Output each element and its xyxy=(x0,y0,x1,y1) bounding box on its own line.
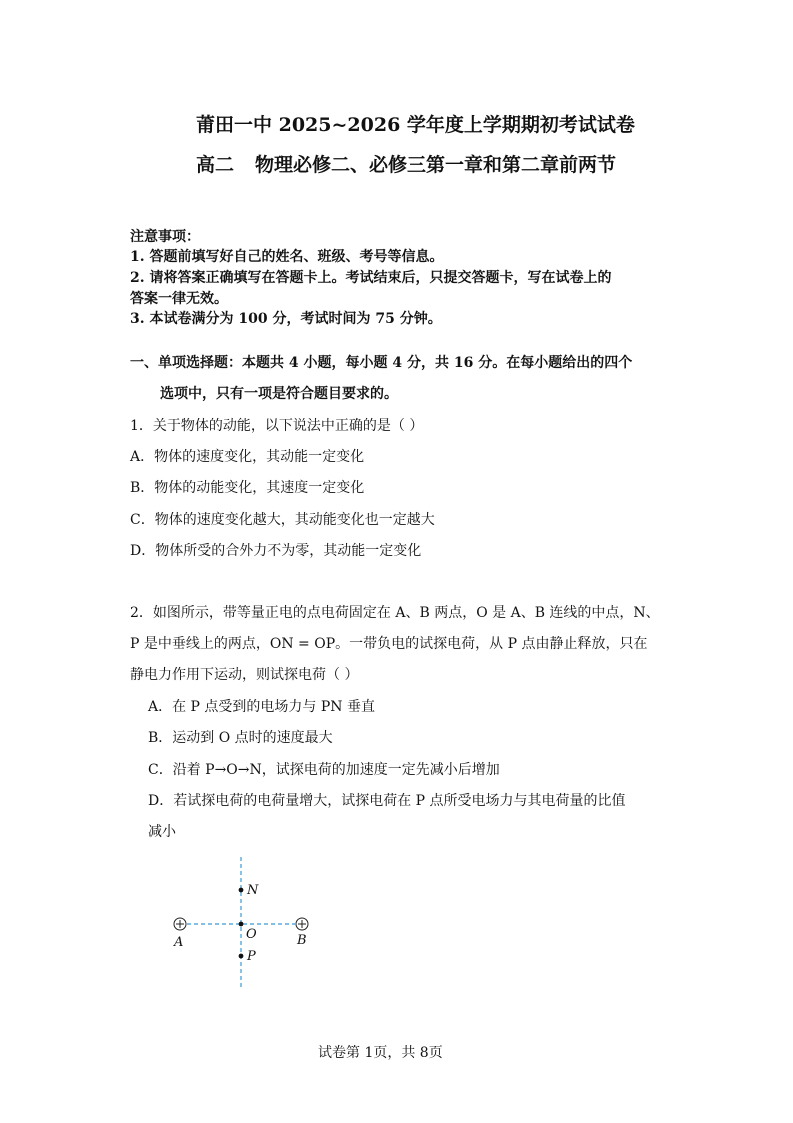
point-p-dot xyxy=(239,954,244,959)
notice-item-2: 2. 请将答案正确填写在答题卡上。考试结束后，只提交答题卡，写在试卷上的 xyxy=(130,270,612,286)
question-2-option-b: B．运动到 O 点时的速度最大 xyxy=(148,730,333,746)
page-footer: 试卷第 1页，共 8页 xyxy=(318,1045,443,1061)
point-o-dot xyxy=(239,922,244,927)
question-2-option-c: C．沿着 P→O→N，试探电荷的加速度一定先减小后增加 xyxy=(148,762,500,778)
exam-subject: 物理必修二、必修三第一章和第二章前两节 xyxy=(255,154,617,176)
label-n: N xyxy=(247,883,259,898)
question-1-stem: 1．关于物体的动能，以下说法中正确的是（ ） xyxy=(130,418,424,434)
question-2-stem-line-3: 静电力作用下运动，则试探电荷（ ） xyxy=(130,667,359,683)
section-heading-cont: 选项中，只有一项是符合题目要求的。 xyxy=(160,386,398,402)
label-b: B xyxy=(297,933,307,948)
notice-item-2-cont: 答案一律无效。 xyxy=(130,291,228,307)
question-2-option-d-cont: 减小 xyxy=(148,824,176,840)
label-a: A xyxy=(174,935,184,950)
charge-diagram xyxy=(160,855,330,995)
question-2-option-d: D．若试探电荷的电荷量增大，试探电荷在 P 点所受电场力与其电荷量的比值 xyxy=(148,793,626,809)
question-2-stem-line-2: P 是中垂线上的两点，ON = OP。一带负电的试探电荷，从 P 点由静止释放，只在 xyxy=(130,636,648,652)
exam-grade: 高二 xyxy=(196,154,235,176)
notice-heading: 注意事项： xyxy=(130,229,200,245)
notice-item-1: 1. 答题前填写好自己的姓名、班级、考号等信息。 xyxy=(130,249,444,265)
question-2-stem-line-1: 2．如图所示，带等量正电的点电荷固定在 A、B 两点，O 是 A、B 连线的中点，N、 xyxy=(130,605,660,621)
notice-item-3: 3. 本试卷满分为 100 分，考试时间为 75 分钟。 xyxy=(130,311,442,327)
question-1-option-d: D．物体所受的合外力不为零，其动能一定变化 xyxy=(130,543,422,559)
label-p: P xyxy=(247,949,256,964)
label-o: O xyxy=(246,927,257,942)
question-1-option-a: A．物体的速度变化，其动能一定变化 xyxy=(130,449,365,465)
section-heading: 一、单项选择题：本题共 4 小题，每小题 4 分，共 16 分。在每小题给出的四个 xyxy=(130,355,633,371)
question-1-option-c: C．物体的速度变化越大，其动能变化也一定越大 xyxy=(130,512,435,528)
question-1-option-b: B．物体的动能变化，其速度一定变化 xyxy=(130,480,365,496)
question-2-option-a: A．在 P 点受到的电场力与 PN 垂直 xyxy=(148,699,376,715)
positive-charge-b-icon xyxy=(296,918,308,930)
point-n-dot xyxy=(239,888,244,893)
exam-title: 莆田一中 2025~2026 学年度上学期期初考试试卷 xyxy=(196,114,635,136)
positive-charge-a-icon xyxy=(174,918,186,930)
